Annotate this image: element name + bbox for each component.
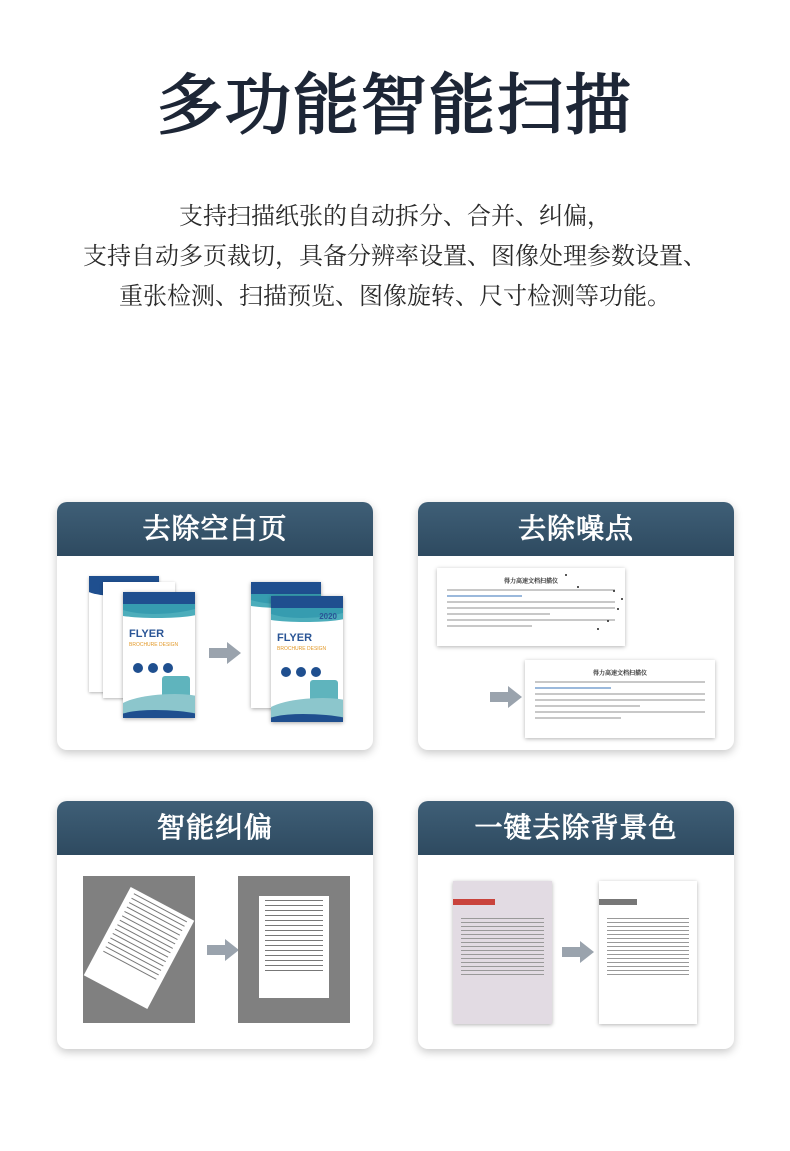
description-line-1: 支持扫描纸张的自动拆分、合并、纠偏， <box>179 202 611 230</box>
card-header: 智能纠偏 <box>57 801 373 855</box>
arrow-icon <box>209 642 241 664</box>
flyer-title: FLYER <box>129 628 165 640</box>
flyer-after <box>271 596 343 722</box>
document-title: 得力高速文档扫描仪 <box>592 670 647 677</box>
feature-card-remove-blank-page <box>57 502 373 750</box>
flyer-title: FLYER <box>277 632 313 644</box>
card-header: 一键去除背景色 <box>418 801 734 855</box>
card-illustration <box>418 855 734 1049</box>
straight-paper <box>259 896 329 998</box>
flyer-before <box>123 592 195 718</box>
card-illustration <box>57 556 373 750</box>
document-title: 得力高速文档扫描仪 <box>503 578 558 585</box>
arrow-icon <box>562 941 594 963</box>
card-illustration <box>418 556 734 750</box>
colored-page <box>453 881 552 1024</box>
description-line-3: 重张检测、扫描预览、图像旋转、尺寸检测等功能。 <box>119 282 671 310</box>
clean-page <box>599 881 697 1024</box>
flyer-year: 2020 <box>319 612 337 621</box>
skewed-scan <box>83 876 195 1023</box>
card-header: 去除空白页 <box>57 502 373 556</box>
skewed-paper <box>84 887 195 1009</box>
description-line-2: 支持自动多页裁切，具备分辨率设置、图像处理参数设置、 <box>83 242 707 270</box>
arrow-icon <box>207 939 239 961</box>
flyer-subtitle: BROCHURE DESIGN <box>277 646 327 652</box>
card-illustration <box>57 855 373 1049</box>
card-header: 去除噪点 <box>418 502 734 556</box>
clean-document <box>525 660 715 738</box>
feature-card-deskew <box>57 801 373 1049</box>
feature-card-remove-background <box>418 801 734 1049</box>
feature-card-remove-noise <box>418 502 734 750</box>
noisy-document <box>437 568 625 646</box>
page-title: 多功能智能扫描 <box>157 67 633 144</box>
flyer-subtitle: BROCHURE DESIGN <box>129 642 179 648</box>
corrected-scan <box>238 876 350 1023</box>
arrow-icon <box>490 686 522 708</box>
